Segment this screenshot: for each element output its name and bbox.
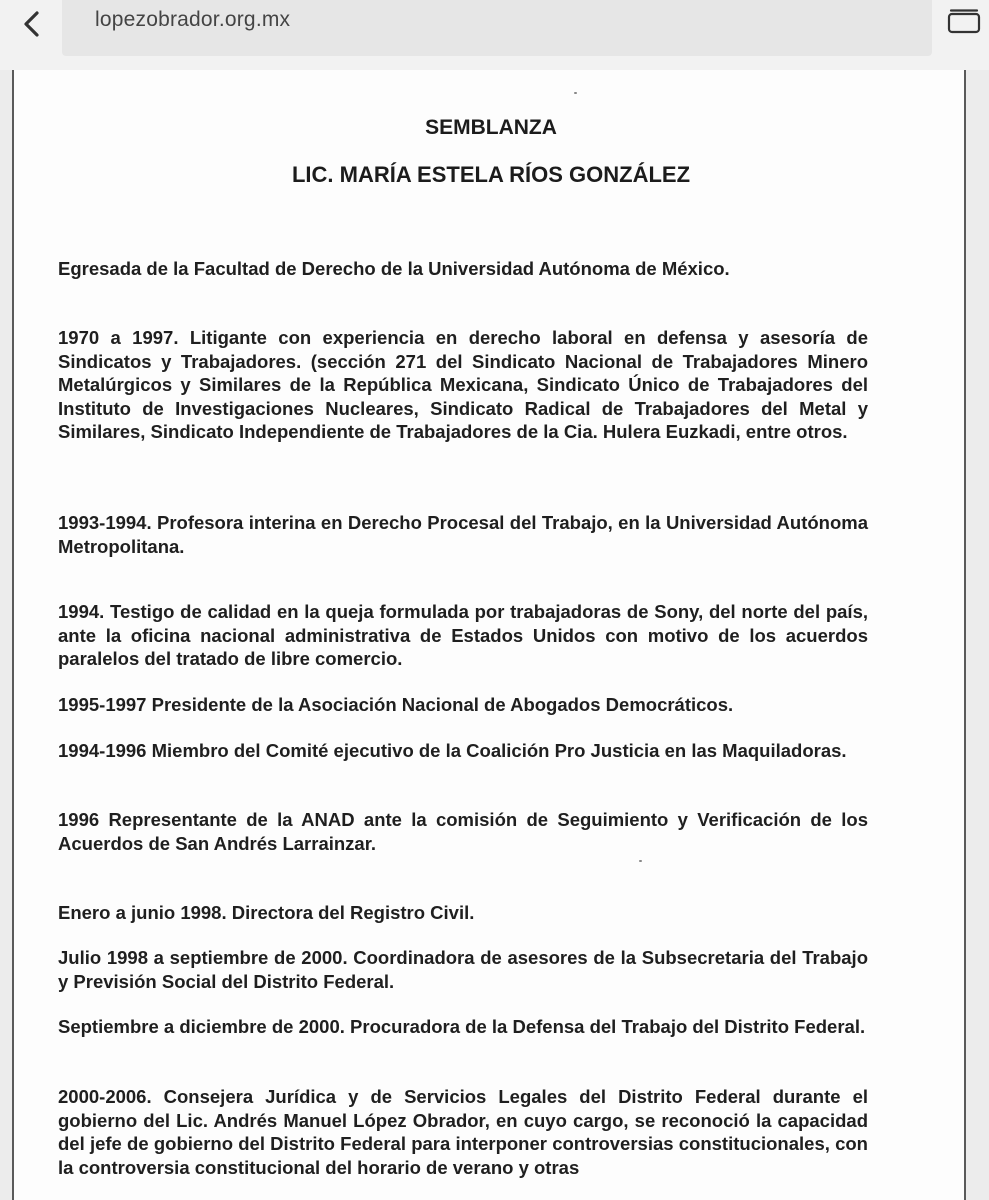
document-title: SEMBLANZA xyxy=(425,116,557,139)
tabs-button[interactable] xyxy=(944,6,984,36)
chevron-left-icon xyxy=(21,9,43,39)
paragraph-professor: 1993-1994. Profesora interina en Derecho Procesal del Trabajo, en la Universidad Autónoma Metropolitana. xyxy=(58,512,868,557)
scan-speck xyxy=(639,860,642,862)
paragraph-litigation: 1970 a 1997. Litigante con experiencia en derecho laboral en defensa y asesoría de Sindicatos y Trabajadores. (sección 271 del Sindicato Nacional de Trabajadores Minero Metalúrgicos y Similares de la República Mexicana, Sindicato Único de Trabajadores del Instituto de Investigaciones Nucleares, Sindicato Radical de Trabajadores del Metal y Similares, Sindicato Independiente de Trabajadores de la Cia. Hulera Euzkadi, entre otros. xyxy=(58,327,868,442)
paragraph-coalition: 1994-1996 Miembro del Comité ejecutivo de la Coalición Pro Justicia en las Maquiladoras. xyxy=(58,740,847,761)
paragraph-registro-civil: Enero a junio 1998. Directora del Registro Civil. xyxy=(58,902,475,923)
paragraph-education: Egresada de la Facultad de Derecho de la Universidad Autónoma de México. xyxy=(58,258,730,279)
paragraph-representative: 1996 Representante de la ANAD ante la comisión de Seguimiento y Verificación de los Acuerdos de San Andrés Larrainzar. xyxy=(58,809,868,854)
tabs-icon xyxy=(947,8,981,34)
scan-speck xyxy=(574,92,577,94)
browser-toolbar xyxy=(0,0,989,70)
person-name: LIC. MARÍA ESTELA RÍOS GONZÁLEZ xyxy=(291,162,691,187)
paragraph-witness: 1994. Testigo de calidad en la queja formulada por trabajadoras de Sony, del norte del país, ante la oficina nacional administrativa de Estados Unidos con motivo de los acuerdos paralelos del tratado de libre comercio. xyxy=(58,601,868,669)
back-button[interactable] xyxy=(14,6,50,42)
paragraph-coordinator: Julio 1998 a septiembre de 2000. Coordinadora de asesores de la Subsecretaria del Trabajo y Previsión Social del Distrito Federal. xyxy=(58,947,868,992)
address-bar[interactable] xyxy=(62,0,932,56)
url-text: lopezobrador.org.mx xyxy=(95,8,291,31)
paragraph-procuradora: Septiembre a diciembre de 2000. Procuradora de la Defensa del Trabajo del Distrito Federal. xyxy=(58,1016,866,1037)
paragraph-consejera: 2000-2006. Consejera Jurídica y de Servicios Legales del Distrito Federal durante el gobierno del Lic. Andrés Manuel López Obrador, en cuyo cargo, se reconoció la capacidad del jefe de gobierno del Distrito Federal para interponer controversias constitucionales, con la controversia constitucional del horario de verano y otras xyxy=(58,1086,868,1178)
document-page xyxy=(12,70,966,1200)
paragraph-anad-president: 1995-1997 Presidente de la Asociación Nacional de Abogados Democráticos. xyxy=(58,694,734,715)
document-viewer[interactable] xyxy=(0,70,989,1200)
